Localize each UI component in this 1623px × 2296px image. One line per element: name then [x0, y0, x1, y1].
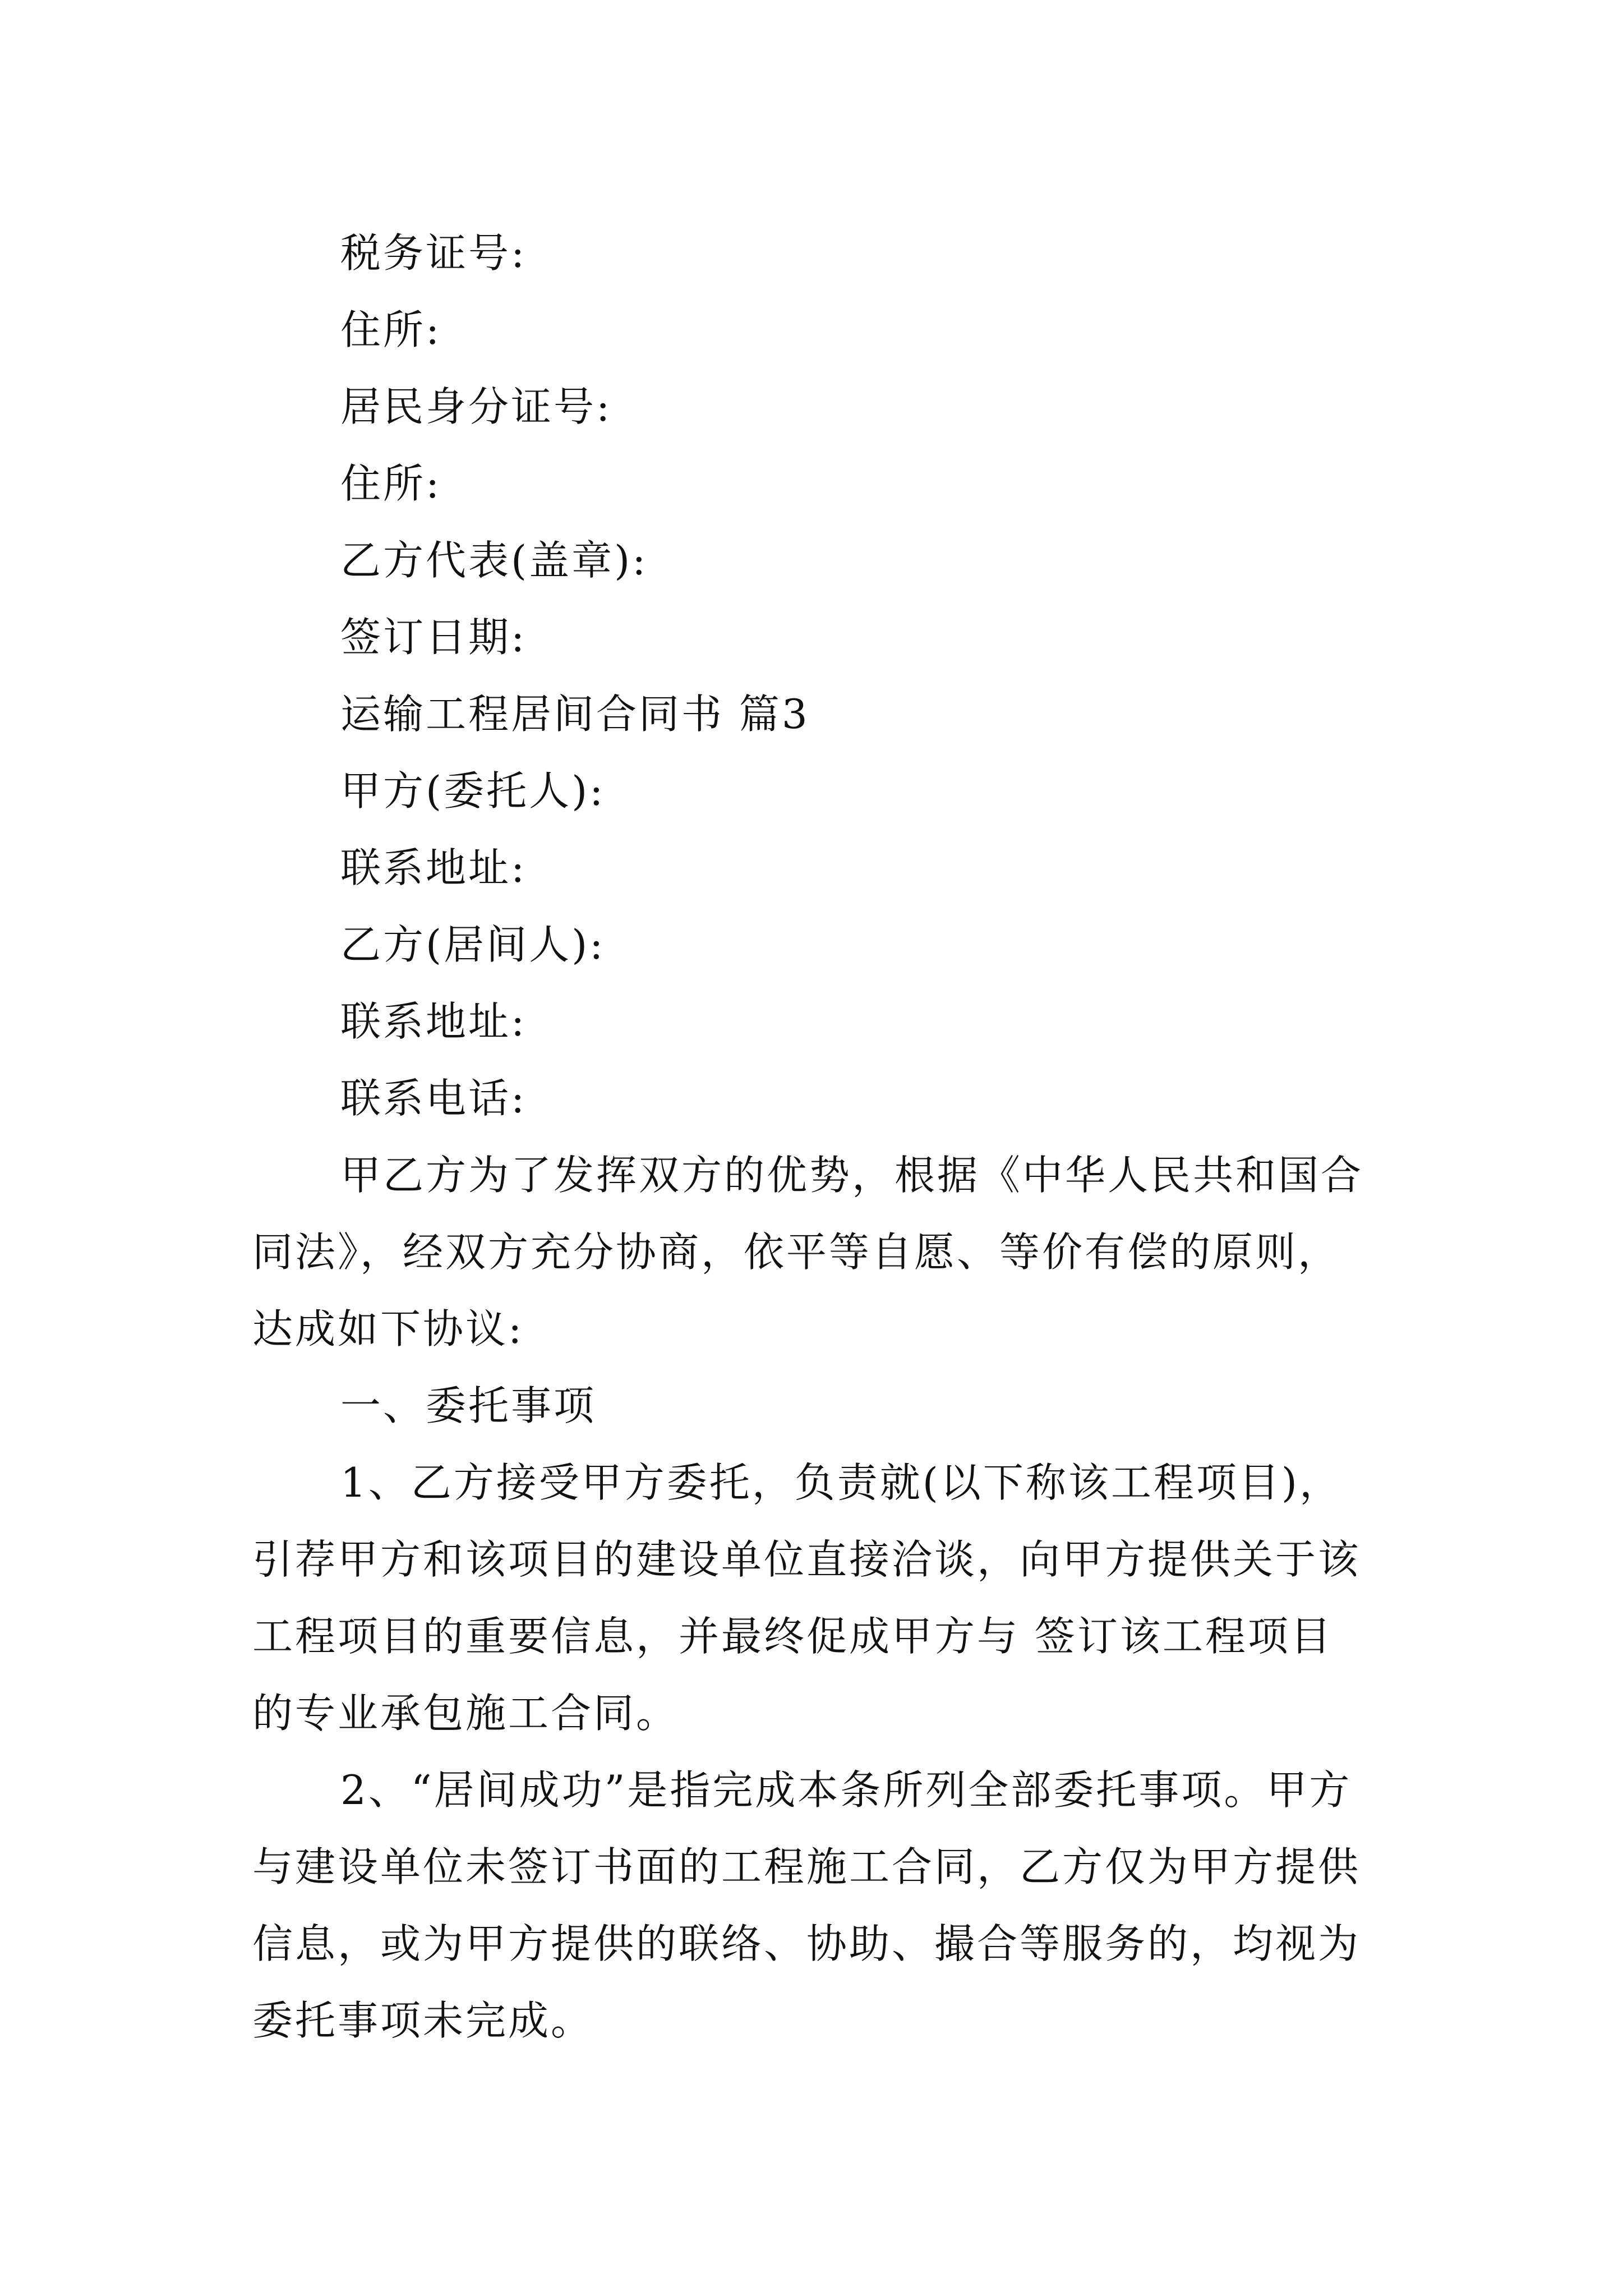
party-b-representative-label: 乙方代表(盖章):: [340, 537, 648, 584]
tax-cert-label: 税务证号:: [340, 229, 527, 277]
paragraph-line: 引荐甲方和该项目的建设单位直接洽谈，向甲方提供关于该: [252, 1536, 1361, 1583]
section-heading: 一、委托事项: [340, 1382, 597, 1429]
preamble-paragraph: [252, 1137, 1374, 1368]
paragraph-line: 与建设单位未签订书面的工程施工合同，乙方仅为甲方提供: [252, 1843, 1361, 1890]
contract-title: 运输工程居间合同书 篇3: [340, 691, 810, 738]
clause-1-paragraph: [252, 1444, 1374, 1752]
contact-address-label: 联系地址:: [340, 998, 527, 1045]
contact-phone-label: 联系电话:: [340, 1075, 527, 1122]
paragraph-line: 同法》，经双方充分协商，依平等自愿、等价有偿的原则，: [252, 1228, 1341, 1276]
party-b-label: 乙方(居间人):: [340, 921, 606, 968]
paragraph-line: 信息，或为甲方提供的联络、协助、撮合等服务的，均视为: [252, 1920, 1361, 1967]
paragraph-line: 甲乙方为了发挥双方的优势，根据《中华人民共和国合: [340, 1152, 1364, 1199]
contact-address-label: 联系地址:: [340, 844, 527, 891]
paragraph-line: 工程项目的重要信息，并最终促成甲方与 签订该工程项目: [252, 1613, 1333, 1660]
clause-2-paragraph: [252, 1752, 1374, 2059]
address-label: 住所:: [340, 306, 442, 353]
document-body: [252, 215, 1374, 2059]
id-number-label: 居民身分证号:: [340, 383, 612, 430]
paragraph-line: 委托事项未完成。: [252, 1997, 594, 2044]
paragraph-line: 达成如下协议:: [252, 1305, 524, 1352]
paragraph-line: 2、“居间成功”是指完成本条所列全部委托事项。甲方: [340, 1766, 1352, 1814]
paragraph-line: 的专业承包施工合同。: [252, 1690, 679, 1737]
signing-date-label: 签订日期:: [340, 614, 527, 661]
paragraph-line: 1、乙方接受甲方委托，负责就(以下称该工程项目)，: [340, 1459, 1342, 1506]
address-label: 住所:: [340, 460, 442, 507]
party-a-label: 甲方(委托人):: [340, 767, 606, 815]
